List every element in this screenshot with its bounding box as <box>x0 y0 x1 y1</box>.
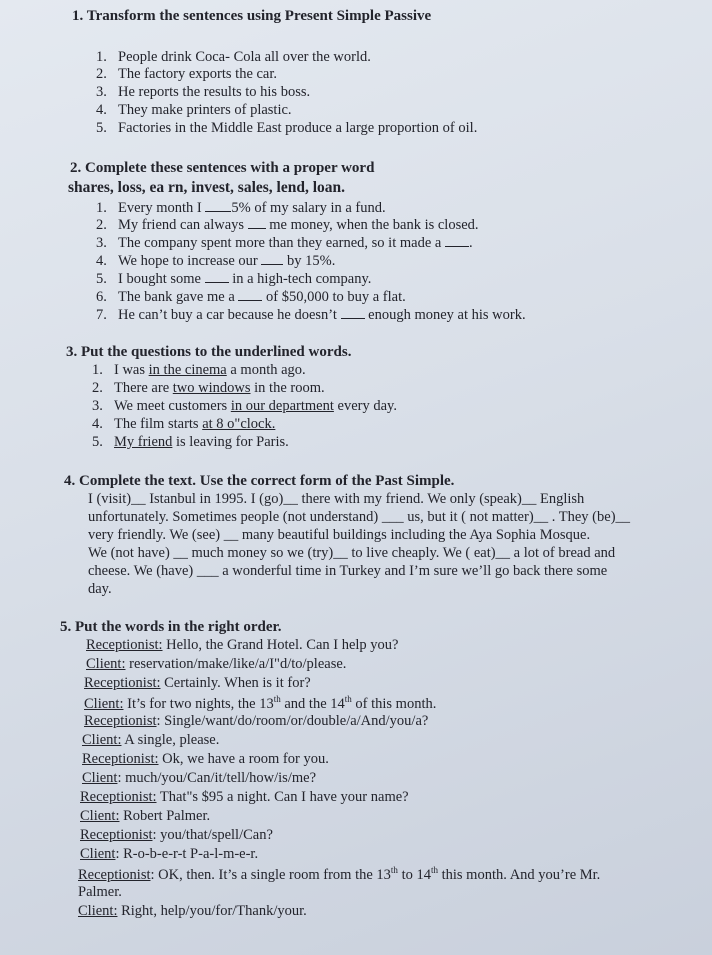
s3-item-4: 4. The film starts at 8 o"clock. <box>92 416 276 432</box>
dialog-line-3: Receptionist: Certainly. When is it for? <box>84 675 311 691</box>
section-1-title: 1. Transform the sentences using Present Simple Passive <box>72 8 432 24</box>
s4-text-line-3: very friendly. We (see) __ many beautiful buildings including the Aya Sophia Mosque. <box>88 527 591 543</box>
s2-item-4: 4. We hope to increase our by 15%. <box>96 253 336 269</box>
s1-item-2: 2. The factory exports the car. <box>96 66 278 82</box>
dialog-line-14: Palmer. <box>78 884 122 900</box>
word-bank: shares, loss, ea rn, invest, sales, lend, loan. <box>68 179 346 196</box>
s2-item-6: 6. The bank gave me a of $50,000 to buy a flat. <box>96 289 406 305</box>
section-3-title: 3. Put the questions to the underlined words. <box>66 344 352 360</box>
dialog-line-12: Client: R-o-b-e-r-t P-a-l-m-e-r. <box>80 846 259 862</box>
s3-item-5: 5. My friend is leaving for Paris. <box>92 434 289 450</box>
dialog-line-1: Receptionist: Hello, the Grand Hotel. Can I help you? <box>86 637 399 653</box>
s2-item-3: 3. The company spent more than they earned, so it made a . <box>96 235 473 251</box>
dialog-line-9: Receptionist: That"s $95 a night. Can I have your name? <box>80 789 409 805</box>
s4-text-line-6: day. <box>88 581 112 597</box>
s4-text-line-2: unfortunately. Sometimes people (not understand) ___ us, but it ( not matter)__ . They (be)__ <box>88 509 631 525</box>
s3-item-2: 2. There are two windows in the room. <box>92 380 325 396</box>
s4-text-line-4: We (not have) __ much money so we (try)__ to live cheaply. We ( eat)__ a lot of bread and <box>88 545 616 561</box>
dialog-line-4: Client: It’s for two nights, the 13th and the 14th of this month. <box>84 694 437 712</box>
s2-item-7: 7. He can’t buy a car because he doesn’t enough money at his work. <box>96 307 526 323</box>
s4-text-line-5: cheese. We (have) ___ a wonderful time in Turkey and I’m sure we’ll go back there some <box>88 563 608 579</box>
s4-text-line-1: I (visit)__ Istanbul in 1995. I (go)__ there with my friend. We only (speak)__ English <box>88 491 585 507</box>
dialog-line-7: Receptionist: Ok, we have a room for you. <box>82 751 329 767</box>
s2-item-2: 2. My friend can always me money, when the bank is closed. <box>96 217 479 233</box>
s2-item-1: 1. Every month I 5% of my salary in a fund. <box>96 200 386 216</box>
s1-item-3: 3. He reports the results to his boss. <box>96 84 311 100</box>
s3-item-1: 1. I was in the cinema a month ago. <box>92 362 306 378</box>
s1-item-5: 5. Factories in the Middle East produce a large proportion of oil. <box>96 120 478 136</box>
s2-item-5: 5. I bought some in a high-tech company. <box>96 271 372 287</box>
section-5-title: 5. Put the words in the right order. <box>60 619 282 635</box>
dialog-line-6: Client: A single, please. <box>82 732 220 748</box>
dialog-line-8: Client: much/you/Can/it/tell/how/is/me? <box>82 770 316 786</box>
section-4-title: 4. Complete the text. Use the correct form of the Past Simple. <box>64 473 455 489</box>
s1-item-1: 1. People drink Coca- Cola all over the world. <box>96 49 371 65</box>
dialog-line-10: Client: Robert Palmer. <box>80 808 211 824</box>
dialog-line-15: Client: Right, help/you/for/Thank/your. <box>78 903 307 919</box>
dialog-line-2: Client: reservation/make/like/a/I"d/to/please. <box>86 656 347 672</box>
s3-item-3: 3. We meet customers in our department every day. <box>92 398 397 414</box>
dialog-line-13: Receptionist: OK, then. It’s a single room from the 13th to 14th this month. And you’re Mr. <box>78 865 601 883</box>
section-2-title: 2. Complete these sentences with a proper word <box>70 160 375 176</box>
s1-item-4: 4. They make printers of plastic. <box>96 102 292 118</box>
dialog-line-11: Receptionist: you/that/spell/Can? <box>80 827 273 843</box>
dialog-line-5: Receptionist: Single/want/do/room/or/double/a/And/you/a? <box>84 713 429 729</box>
